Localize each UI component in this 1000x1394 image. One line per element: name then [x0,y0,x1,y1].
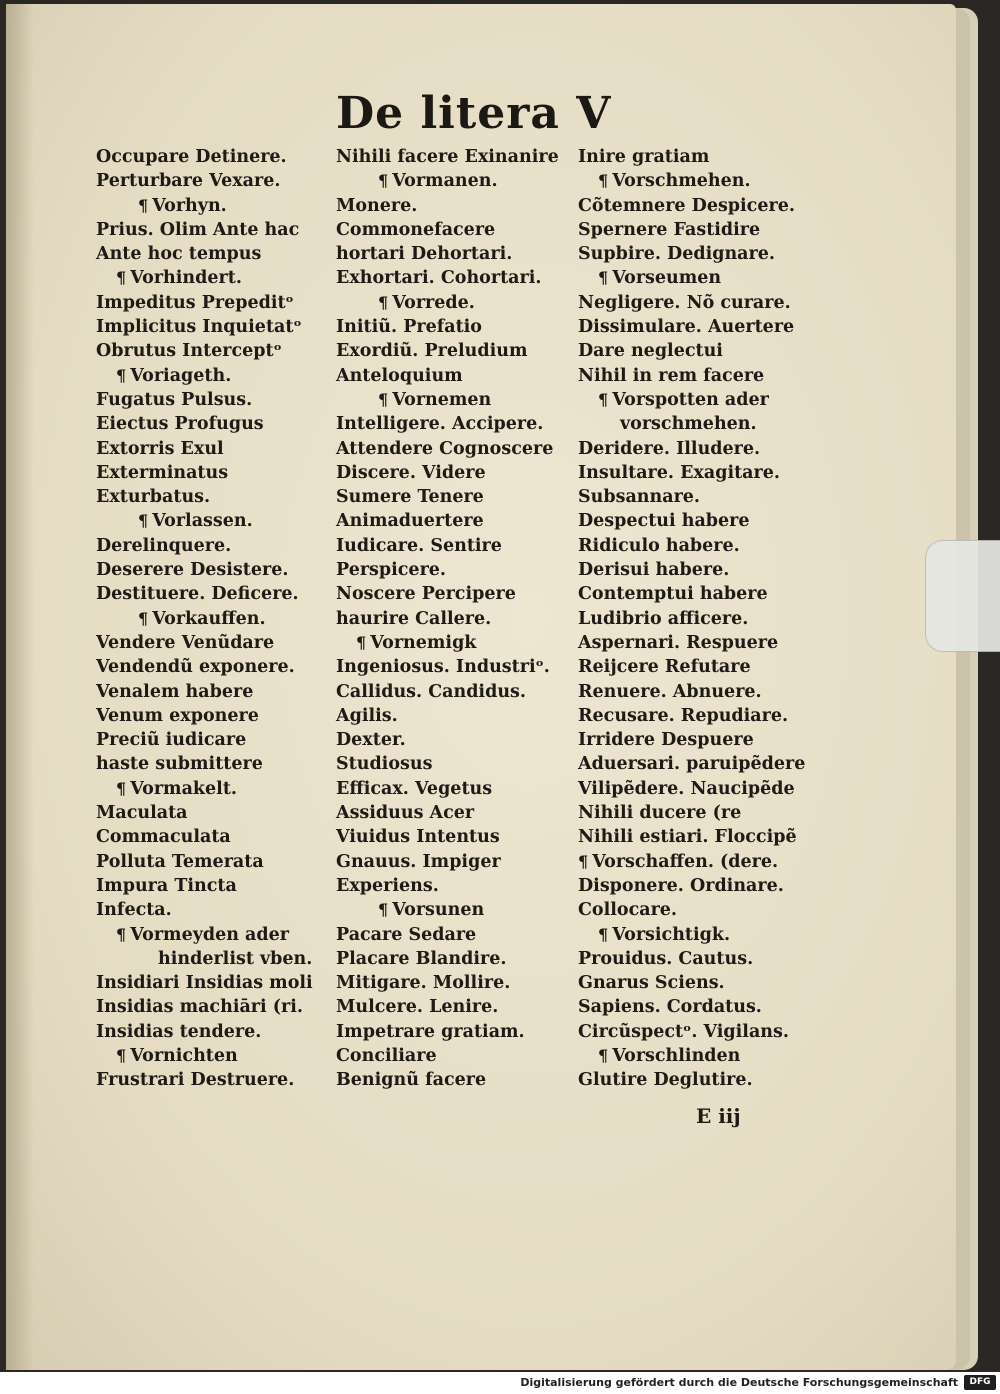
entry-line: Conciliare [336,1045,437,1066]
entry-heading: ¶ Vormanen. [336,169,576,193]
entry-line: Contemptui habere [578,584,768,605]
entry-line: Negligere. Nõ curare. [578,292,791,313]
entry-line: Circũspectᵒ. Vigilans. [578,1021,789,1042]
entry-line: Benignũ facere [336,1070,487,1091]
column-2 [336,145,576,1093]
entry-line: Gnarus Sciens. [578,973,725,994]
entry-line: Impetrare gratiam. [336,1021,525,1042]
entry-line: Preciũ iudicare [96,730,247,751]
entry-line: Impura Tincta [96,875,237,896]
dfg-logo: DFG [964,1375,996,1390]
entry-line: Anteloquium [336,365,463,386]
entry-heading: ¶ Vorrede. [336,291,576,315]
entry-line: Nihili facere Exinanire [336,147,559,167]
entry-line: Callidus. Candidus. [336,681,526,702]
entry-line: Despectui habere [578,511,750,532]
entry-line: Prouidus. Cautus. [578,948,754,969]
entry-heading: ¶ Vorhindert. [96,266,336,290]
entry-line: Subsannare. [578,487,701,508]
entry-line: Pacare Sedare [336,924,477,945]
entry-heading: ¶ Vornichten [96,1044,336,1068]
entry-line: Impeditus Prepeditᵒ [96,292,294,313]
entry-line: Assiduus Acer [336,803,475,824]
entry-heading: ¶ Vornemigk [336,631,576,655]
entry-line: Viuidus Intentus [336,827,500,848]
entry-line: Attendere Cognoscere [336,438,554,459]
page-gutter-shadow [6,4,34,1370]
entry-line: Obrutus Interceptᵒ [96,341,282,362]
entry-line: Discere. Videre [336,462,486,483]
entry-line: Mitigare. Mollire. [336,973,511,994]
entry-line: Polluta Temerata [96,851,264,872]
entry-heading: ¶ Vormakelt. [96,777,336,801]
entry-heading: ¶ Vorschaffen. (dere. [578,850,818,874]
entry-line: Ridiculo habere. [578,535,740,556]
entry-line: Destituere. Deficere. [96,584,299,605]
entry-line: vorschmehen. [620,414,757,435]
entry-line: Exhortari. Cohortari. [336,268,542,289]
entry-line: Perturbare Vexare. [96,171,281,192]
entry-heading: ¶ Voriageth. [96,364,336,388]
column-3 [578,145,818,1093]
entry-line: Gnauus. Impiger [336,851,501,872]
column-1 [96,145,336,1093]
entry-line: Sumere Tenere [336,487,484,508]
entry-line: Ingeniosus. Industriᵒ. [336,657,550,678]
entry-line: Aspernari. Respuere [578,632,779,653]
entry-line: hinderlist vben. [158,948,313,969]
entry-line: Spernere Fastidire [578,219,761,240]
entry-heading: ¶ Vorschlinden [578,1044,818,1068]
entry-line: Prius. Olim Ante hac [96,219,300,240]
entry-heading: ¶ Vorlassen. [96,509,336,533]
entry-line: Infecta. [96,900,172,921]
entry-line: Vendendũ exponere. [96,657,295,678]
entry-line: Animaduertere [336,511,484,532]
entry-line: Fugatus Pulsus. [96,389,253,410]
entry-line: Ante hoc tempus [96,244,262,265]
entry-line: Recusare. Repudiare. [578,705,789,726]
entry-line: Collocare. [578,900,678,921]
entry-line: Insidias machiāri (ri. [96,997,304,1018]
entry-line: Derisui habere. [578,560,730,581]
entry-line: Reijcere Refutare [578,657,751,678]
entry-heading: ¶ Vorseumen [578,266,818,290]
entry-line: Maculata [96,803,188,824]
entry-line: Nihili estiari. Floccipẽ [578,827,797,848]
entry-line: Supbire. Dedignare. [578,244,775,265]
entry-heading: ¶ Vorhyn. [96,194,336,218]
entry-line: Efficax. Vegetus [336,778,493,799]
entry-line: Initiũ. Prefatio [336,317,482,338]
entry-heading: ¶ Vorschmehen. [578,169,818,193]
entry-line: haste submittere [96,754,263,775]
entry-heading: ¶ Vorsichtigk. [578,923,818,947]
entry-line: haurire Callere. [336,608,492,629]
entry-line: Venalem habere [96,681,254,702]
signature-mark: E iij [696,1104,741,1128]
entry-line: Glutire Deglutire. [578,1070,753,1091]
entry-line: Exordiũ. Preludium [336,341,528,362]
bookmark-tab [925,540,1000,652]
entry-heading: ¶ Vormeyden ader [96,923,336,947]
entry-line: Frustrari Destruere. [96,1070,295,1091]
entry-line: Iudicare. Sentire [336,535,502,556]
entry-line: Disponere. Ordinare. [578,875,784,896]
entry-line: Eiectus Profugus [96,414,264,435]
entry-line: Vilipẽdere. Naucipẽde [578,778,795,799]
entry-line: Nihil in rem facere [578,365,765,386]
entry-heading: ¶ Vorkauffen. [96,607,336,631]
entry-line: Venum exponere [96,705,259,726]
entry-line: Aduersari. paruipẽdere [578,754,806,775]
entry-line: Commonefacere [336,219,496,240]
entry-line: Occupare Detinere. [96,147,287,167]
entry-line: Perspicere. [336,560,447,581]
entry-line: Renuere. Abnuere. [578,681,762,702]
entry-line: Agilis. [336,705,398,726]
entry-line: Placare Blandire. [336,948,507,969]
entry-line: Cõtemnere Despicere. [578,195,795,216]
entry-line: Deridere. Illudere. [578,438,761,459]
entry-line: Nihili ducere (re [578,803,742,824]
entry-heading: ¶ Vorsunen [336,898,576,922]
entry-line: Commaculata [96,827,231,848]
page-heading: De litera V [336,88,612,139]
entry-line: Implicitus Inquietatᵒ [96,317,302,338]
entry-line: Sapiens. Cordatus. [578,997,762,1018]
footer-credit: Digitalisierung gefördert durch die Deutsche Forschungsgemeinschaft [520,1376,958,1389]
entry-line: Extorris Exul [96,438,224,459]
entry-line: Experiens. [336,875,439,896]
entry-line: Noscere Percipere [336,584,516,605]
entry-line: Insidias tendere. [96,1021,262,1042]
entry-line: Exturbatus. [96,487,211,508]
entry-line: Mulcere. Lenire. [336,997,499,1018]
entry-heading: ¶ Vorspotten ader [578,388,818,412]
entry-line: Irridere Despuere [578,730,754,751]
entry-line: Vendere Venũdare [96,632,275,653]
entry-line: Intelligere. Accipere. [336,414,544,435]
entry-line: Dexter. [336,730,406,751]
entry-line: Insultare. Exagitare. [578,462,780,483]
entry-heading: ¶ Vornemen [336,388,576,412]
entry-line: Exterminatus [96,462,229,483]
entry-line: Insidiari Insidias moli [96,973,313,994]
entry-line: Ludibrio afficere. [578,608,749,629]
entry-line: Inire gratiam [578,147,710,167]
entry-line: Derelinquere. [96,535,232,556]
entry-line: Dare neglectui [578,341,723,362]
entry-line: Studiosus [336,754,433,775]
entry-line: hortari Dehortari. [336,244,513,265]
entry-line: Deserere Desistere. [96,560,289,581]
entry-line: Dissimulare. Auertere [578,317,795,338]
entry-line: Monere. [336,195,418,216]
